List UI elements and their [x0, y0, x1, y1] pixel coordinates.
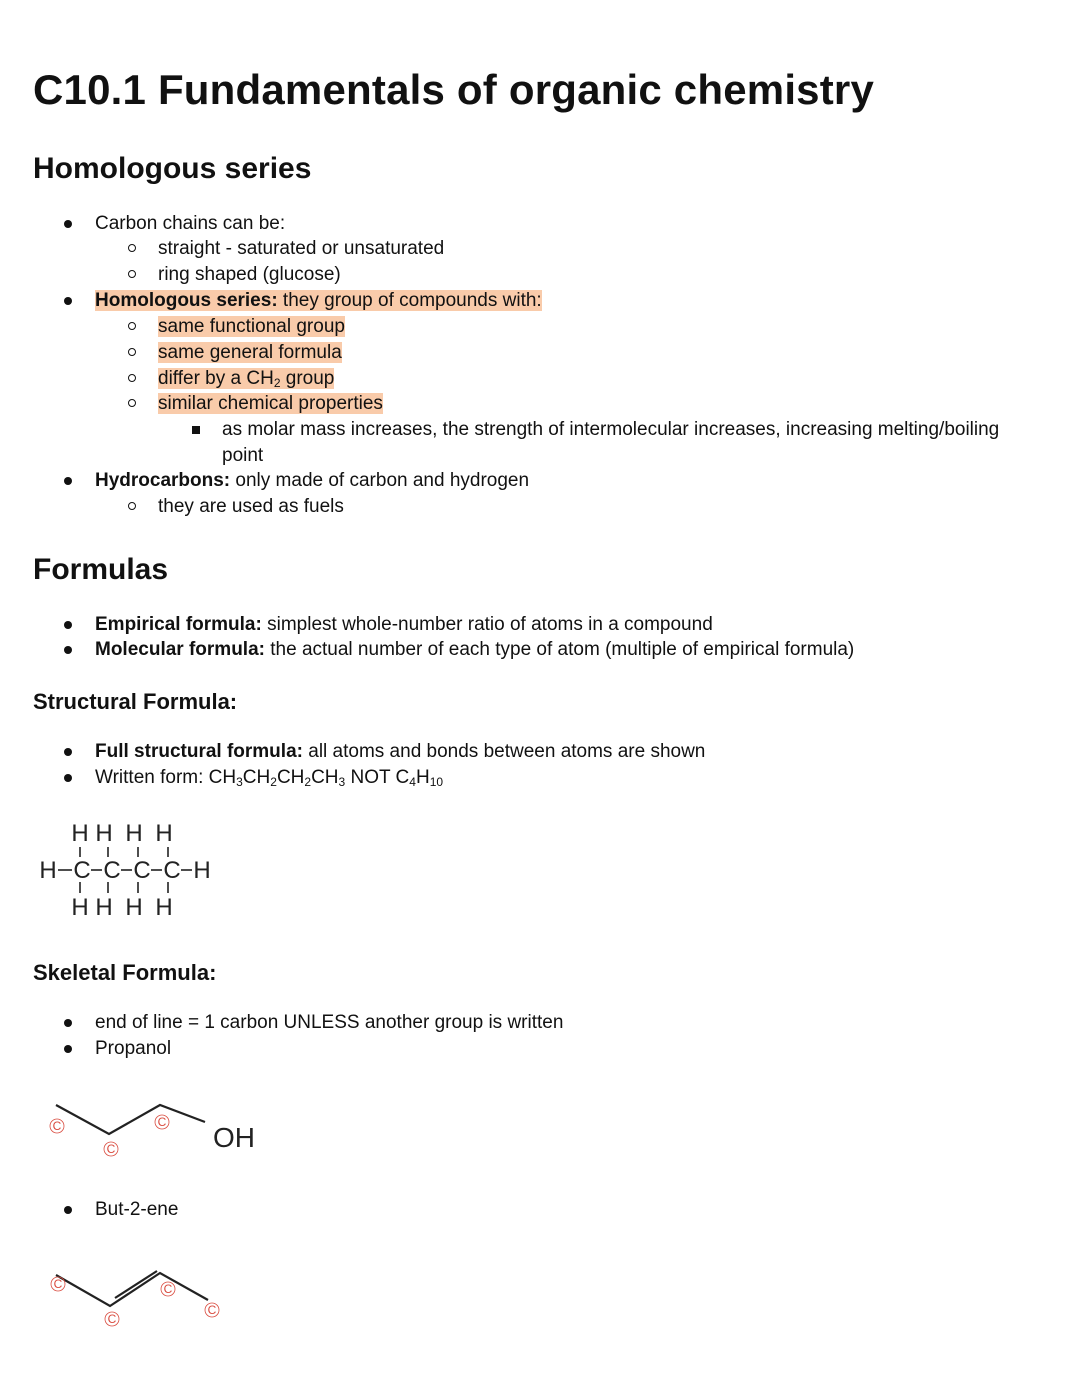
property-ch2-group: differ by a $CH_2$ group: [158, 368, 335, 390]
section-heading-structural: Structural Formula:: [33, 689, 238, 714]
butene-skeletal-drawing: [40, 1258, 240, 1333]
carbon-chain: [56, 1105, 205, 1134]
fuels-text: they are used as fuels: [158, 496, 344, 517]
double-bond: [115, 1271, 157, 1298]
bullet: [64, 477, 72, 485]
molecular-formula-definition: Molecular formula: the actual number of each type of atom (multiple of empirical formula): [95, 639, 855, 660]
carbon-chain: [53, 1273, 208, 1306]
property-general-formula: same general formula: [158, 342, 342, 363]
definition-text: they group of compounds with:: [277, 290, 542, 311]
carbon-label: C: [52, 1119, 62, 1133]
straight-text: straight - saturated or unsaturated: [158, 238, 445, 259]
term-homologous-series: Homologous series:: [95, 290, 278, 311]
bullet: [64, 621, 72, 629]
bullet: [64, 1206, 72, 1214]
propanol-label: Propanol: [95, 1038, 172, 1059]
carbon-atom: C: [163, 857, 181, 884]
carbon-atom: C: [73, 857, 91, 884]
sub-bullet: [128, 348, 136, 356]
bullet: [64, 774, 72, 782]
property-chemical-properties: similar chemical properties: [158, 393, 383, 414]
hydrogen-atom: H: [95, 894, 113, 920]
hydrogen-atom: H: [71, 820, 89, 847]
section-heading-formulas: Formulas: [33, 553, 169, 586]
hydrogen-atom: H: [125, 820, 143, 847]
carbon-atom: C: [133, 857, 151, 884]
carbon-chains-text: Carbon chains can be:: [95, 213, 286, 234]
bullet: [64, 297, 72, 305]
sub-bullet: [128, 322, 136, 330]
bullet: [64, 1019, 72, 1027]
hydrogen-atom: H: [39, 857, 57, 884]
sub-bullet: [128, 244, 136, 252]
hydrogen-atom: H: [155, 820, 173, 847]
hydrogen-atom: H: [71, 894, 89, 920]
hydrocarbons-definition: Hydrocarbons: only made of carbon and hydrogen: [95, 470, 530, 491]
section-heading-skeletal: Skeletal Formula:: [33, 960, 217, 985]
section-heading-homologous: Homologous series: [33, 152, 312, 185]
molar-mass-detail: as molar mass increases, the strength of intermolecular increases, increasing melting/boiling: [222, 419, 1000, 440]
propanol-skeletal-drawing: [40, 1095, 280, 1165]
carbon-label: C: [157, 1115, 167, 1129]
homologous-series-definition: [95, 289, 542, 313]
bullet: [64, 220, 72, 228]
empirical-formula-definition: Empirical formula: simplest whole-number ratio of atoms in a compound: [95, 614, 713, 635]
carbon-label: C: [163, 1282, 173, 1296]
butane-structural-drawing: [30, 815, 230, 920]
carbon-atom: C: [103, 857, 121, 884]
skeletal-rule-text: end of line = 1 carbon UNLESS another group is written: [95, 1012, 564, 1033]
full-structural-definition: Full structural formula: all atoms and bonds between atoms are shown: [95, 741, 706, 762]
written-form-text: Written form: $CH_3CH_2CH_2CH_3$ NOT $C_4H_{10}$: [95, 767, 444, 789]
carbon-label: C: [207, 1303, 217, 1317]
hydrogen-atom: H: [95, 820, 113, 847]
property-functional-group: same functional group: [158, 316, 345, 337]
hydrogen-atom: H: [193, 857, 211, 884]
bullet: [64, 646, 72, 654]
carbon-label: C: [106, 1142, 116, 1156]
square-bullet: [192, 426, 200, 434]
bullet: [64, 1045, 72, 1053]
sub-bullet: [128, 502, 136, 510]
carbon-label: C: [107, 1312, 117, 1326]
butene-label: But-2-ene: [95, 1199, 179, 1220]
hydroxyl-group: OH: [213, 1122, 255, 1153]
molar-mass-detail-cont: point: [222, 445, 264, 466]
page-title: C10.1 Fundamentals of organic chemistry: [33, 66, 875, 113]
ring-text: ring shaped (glucose): [158, 264, 341, 285]
sub-bullet: [128, 374, 136, 382]
bullet: [64, 748, 72, 756]
hydrogen-atom: H: [155, 894, 173, 920]
sub-bullet: [128, 270, 136, 278]
hydrogen-atom: H: [125, 894, 143, 920]
carbon-label: C: [53, 1277, 63, 1291]
sub-bullet: [128, 399, 136, 407]
